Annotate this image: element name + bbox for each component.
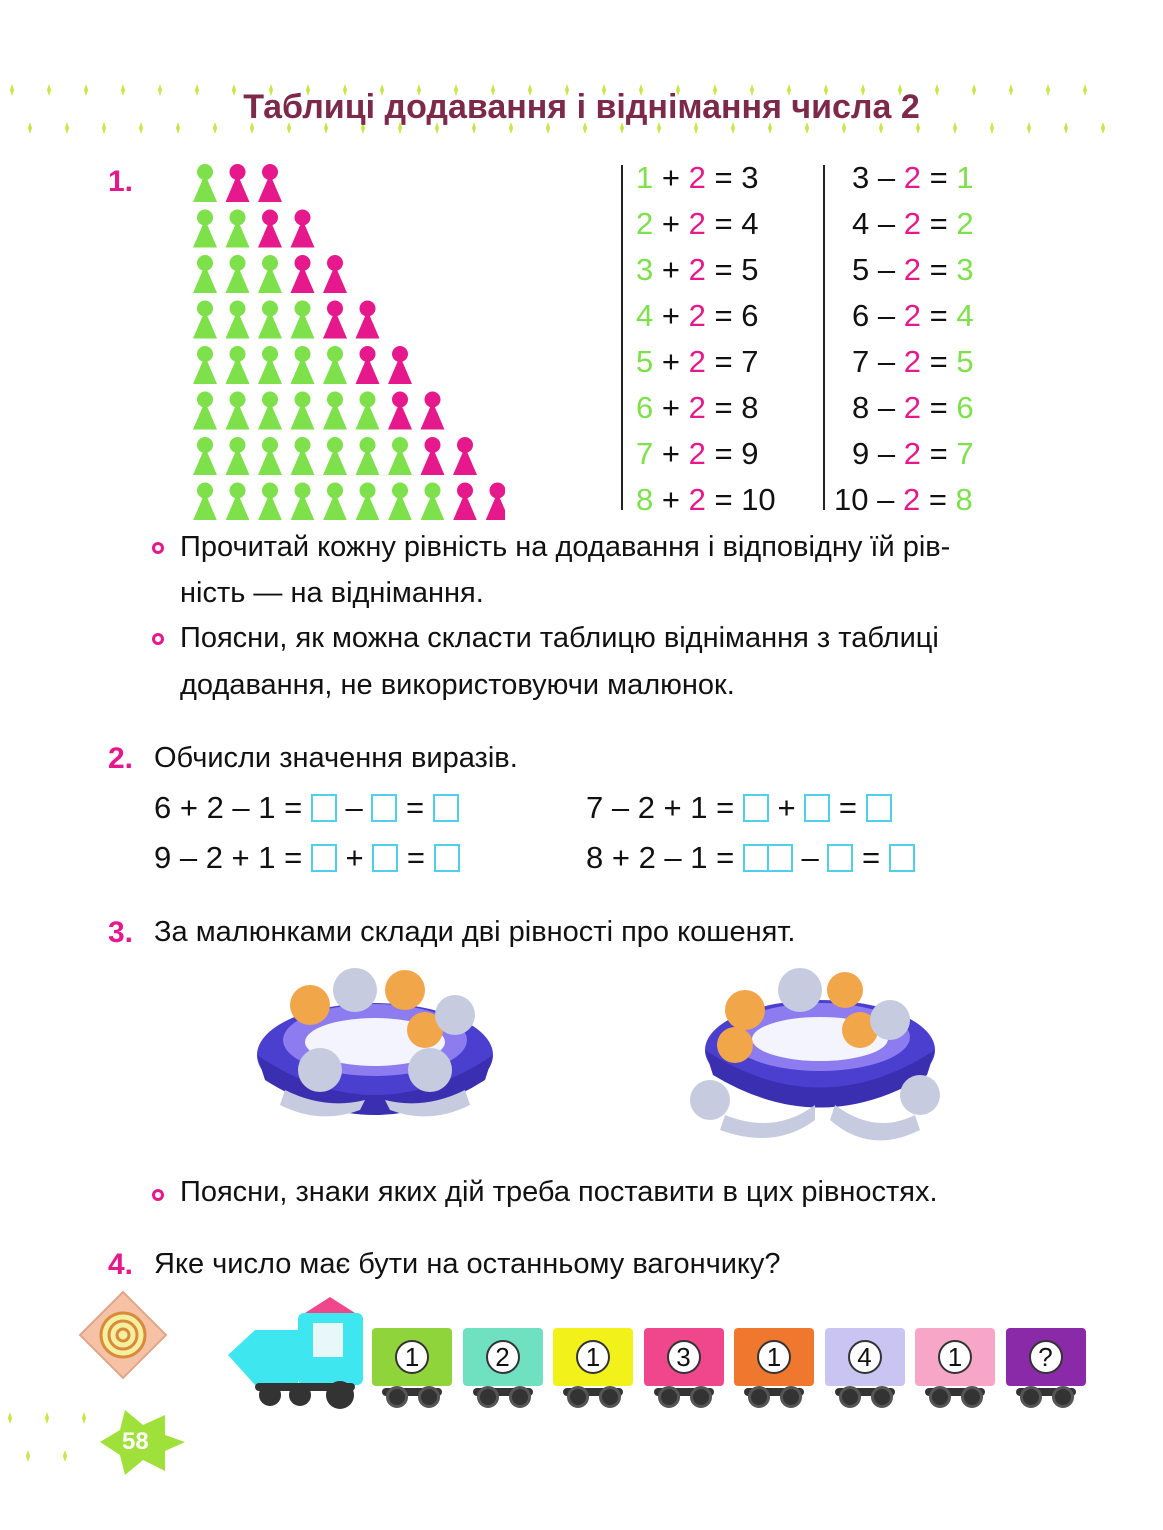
green-figure	[193, 301, 217, 339]
task3-bullet: Поясни, знаки яких дій треба поставити в цих рівностях.	[180, 1176, 938, 1208]
wheel-icon	[780, 1386, 802, 1408]
equation-part: –	[869, 298, 904, 333]
bullet-icon	[152, 542, 164, 554]
operator: =	[405, 790, 425, 825]
equation-part: =	[705, 390, 742, 425]
equation-part: 3	[956, 252, 974, 287]
equation-part: –	[869, 390, 904, 425]
green-figure	[226, 255, 250, 293]
pink-figure	[453, 437, 477, 475]
train-wagon	[463, 1328, 543, 1386]
green-figure	[291, 346, 315, 384]
equation-part: +	[653, 344, 689, 379]
answer-box[interactable]	[311, 794, 337, 822]
equation-part: 9	[741, 436, 759, 471]
equation-part: 7	[956, 436, 974, 471]
equation-part: 6	[741, 298, 759, 333]
green-figure	[323, 483, 347, 521]
equation-part: 3	[852, 160, 870, 195]
green-figure	[258, 483, 282, 521]
equation-part: 5	[956, 344, 974, 379]
wheel-icon	[509, 1386, 531, 1408]
equation-part: =	[920, 436, 957, 471]
bullet-icon	[152, 1189, 164, 1201]
pink-figure	[258, 210, 282, 248]
equation-part: 4	[741, 206, 759, 241]
train-wagon	[372, 1328, 452, 1386]
equation-part: 2	[688, 160, 706, 195]
equation-part: =	[705, 436, 742, 471]
task1-bullet2-line1: Поясни, як можна скласти таблицю віднімання з таблиці	[180, 622, 939, 654]
expression-1	[154, 790, 459, 826]
equation-part: =	[705, 160, 742, 195]
equation-part: 9	[852, 436, 870, 471]
pink-figure	[421, 392, 445, 430]
equation-part: 10	[834, 482, 869, 517]
equation-part: =	[705, 252, 742, 287]
wheel-icon	[567, 1386, 589, 1408]
operator: –	[345, 790, 363, 825]
equation-part: 2	[903, 298, 921, 333]
expression-text: 6 + 2 – 1 =	[154, 790, 303, 825]
equation-part: =	[920, 206, 957, 241]
pink-figure	[323, 255, 347, 293]
green-figure	[226, 483, 250, 521]
equation-part: =	[920, 482, 956, 517]
equation-part: –	[869, 160, 904, 195]
green-figure	[356, 437, 380, 475]
equation-part: –	[869, 436, 904, 471]
addition-equation	[636, 160, 758, 196]
sparkle-dot	[82, 1412, 86, 1424]
green-figure	[258, 255, 282, 293]
wheel-icon	[477, 1386, 499, 1408]
equation-part: 2	[688, 206, 706, 241]
equation-part: 5	[852, 252, 870, 287]
equation-part: 8	[636, 482, 654, 517]
green-figure	[421, 483, 445, 521]
wheel-icon	[418, 1386, 440, 1408]
equation-part: 2	[903, 390, 921, 425]
sparkle-dot	[45, 1412, 49, 1424]
page-title: Таблиці додавання і віднімання числа 2	[243, 88, 920, 126]
train-wagon	[825, 1328, 905, 1386]
decorative-dots-bottom	[0, 1410, 100, 1470]
expression-text: 9 – 2 + 1 =	[154, 840, 303, 875]
equation-part: +	[653, 252, 689, 287]
expression-4	[586, 840, 915, 876]
addition-equation	[636, 344, 758, 380]
figures-pyramid	[185, 160, 505, 520]
addition-equation	[636, 206, 758, 242]
equation-part: =	[920, 390, 957, 425]
subtraction-equation	[852, 206, 974, 242]
equation-part: =	[920, 344, 957, 379]
pink-figure	[291, 255, 315, 293]
equation-part: =	[705, 298, 742, 333]
subtraction-equation	[852, 344, 974, 380]
task1-bullet2-line2: додавання, не використовуючи малюнок.	[180, 669, 735, 701]
equation-part: 4	[852, 206, 870, 241]
equation-part: 2	[688, 390, 706, 425]
pink-figure	[388, 392, 412, 430]
equation-part: 7	[741, 344, 759, 379]
equation-part: +	[653, 298, 689, 333]
pink-figure	[258, 164, 282, 202]
answer-box[interactable]	[371, 794, 397, 822]
equation-part: =	[705, 482, 742, 517]
operator: –	[801, 840, 819, 875]
green-figure	[226, 437, 250, 475]
green-figure	[193, 346, 217, 384]
operator: =	[861, 840, 881, 875]
wagon-number: 1	[938, 1340, 972, 1374]
wheel-icon	[839, 1386, 861, 1408]
answer-box[interactable]	[866, 794, 892, 822]
green-figure	[291, 437, 315, 475]
kittens-basket-picture-1	[225, 960, 525, 1150]
train-wagon	[644, 1328, 724, 1386]
wagon-number: 2	[486, 1340, 520, 1374]
wheel-icon	[929, 1386, 951, 1408]
answer-box[interactable]	[311, 844, 337, 872]
equation-part: 2	[902, 482, 921, 517]
equation-part: =	[920, 252, 957, 287]
task1-bullet1-line2: ність — на віднімання.	[180, 577, 484, 609]
bullet-icon	[152, 633, 164, 645]
equation-part: 1	[956, 160, 974, 195]
sparkle-dot	[63, 1450, 67, 1462]
equation-part: 7	[636, 436, 654, 471]
green-figure	[258, 392, 282, 430]
equation-part: 10	[741, 482, 776, 517]
green-figure	[193, 210, 217, 248]
wheel-icon	[386, 1386, 408, 1408]
wagon-number: ?	[1029, 1340, 1063, 1374]
subtraction-equation	[852, 160, 974, 196]
green-figure	[388, 483, 412, 521]
equation-part: =	[705, 344, 742, 379]
wheel-icon	[871, 1386, 893, 1408]
answer-box[interactable]	[767, 844, 793, 872]
equation-part: 6	[636, 390, 654, 425]
addition-equation	[636, 298, 758, 334]
addition-equation	[636, 252, 758, 288]
green-figure	[356, 392, 380, 430]
green-figure	[323, 437, 347, 475]
expression-2	[586, 790, 892, 826]
subtraction-equation	[852, 298, 974, 334]
equation-part: +	[653, 160, 689, 195]
green-figure	[193, 483, 217, 521]
wheel-icon	[1020, 1386, 1042, 1408]
answer-box[interactable]	[743, 844, 769, 872]
operator: +	[345, 840, 364, 875]
equation-part: 2	[688, 298, 706, 333]
wagon-number: 1	[395, 1340, 429, 1374]
equation-part: 8	[852, 390, 870, 425]
answer-box[interactable]	[434, 844, 460, 872]
equation-part: 3	[741, 160, 759, 195]
sparkle-dot	[8, 1412, 12, 1424]
green-figure	[291, 483, 315, 521]
expression-text: 7 – 2 + 1 =	[586, 790, 735, 825]
equation-part: –	[868, 482, 903, 517]
equation-part: 2	[688, 252, 706, 287]
equation-part: 2	[688, 482, 706, 517]
green-figure	[193, 255, 217, 293]
task1-bullet1-line1: Прочитай кожну рівність на додавання і відповідну їй рів-	[180, 531, 951, 563]
equation-part: 2	[688, 344, 706, 379]
equation-part: 2	[903, 436, 921, 471]
pink-figure	[486, 483, 506, 521]
equation-part: –	[869, 206, 904, 241]
equation-part: 3	[636, 252, 654, 287]
wheel-icon	[1052, 1386, 1074, 1408]
equation-part: 5	[636, 344, 654, 379]
equation-part: 2	[903, 344, 921, 379]
green-figure	[323, 392, 347, 430]
train-wagon	[553, 1328, 633, 1386]
pink-figure	[388, 346, 412, 384]
equation-part: –	[869, 252, 904, 287]
green-figure	[226, 346, 250, 384]
answer-box[interactable]	[804, 794, 830, 822]
wheel-icon	[748, 1386, 770, 1408]
operator: =	[838, 790, 857, 825]
task1-number: 1.	[108, 165, 134, 198]
table-divider-left	[621, 165, 623, 510]
equation-part: =	[920, 298, 957, 333]
equation-part: 8	[741, 390, 759, 425]
wagon-number: 4	[848, 1340, 882, 1374]
task2-number: 2.	[108, 742, 134, 775]
task4-number: 4.	[108, 1248, 134, 1281]
pink-figure	[421, 437, 445, 475]
wagon-number: 1	[757, 1340, 791, 1374]
addition-equation	[636, 436, 758, 472]
equation-part: 2	[903, 252, 921, 287]
green-figure	[356, 483, 380, 521]
green-figure	[258, 301, 282, 339]
sparkle-dot	[26, 1450, 30, 1462]
answer-box[interactable]	[743, 794, 769, 822]
green-figure	[226, 392, 250, 430]
answer-box[interactable]	[827, 844, 853, 872]
train-wagon	[734, 1328, 814, 1386]
table-divider-right	[823, 165, 825, 510]
equation-part: 2	[636, 206, 654, 241]
green-figure	[193, 164, 217, 202]
page-number: 58	[122, 1428, 149, 1455]
equation-part: +	[653, 482, 689, 517]
wheel-icon	[658, 1386, 680, 1408]
equation-part: =	[920, 160, 957, 195]
equation-part: 7	[852, 344, 870, 379]
wagon-number: 3	[667, 1340, 701, 1374]
equation-part: 4	[636, 298, 654, 333]
train-locomotive	[225, 1295, 370, 1415]
train-wagon	[1006, 1328, 1086, 1386]
subtraction-equation	[852, 390, 974, 426]
operator: =	[406, 840, 425, 875]
green-figure	[291, 392, 315, 430]
train-wagon	[915, 1328, 995, 1386]
wheel-icon	[961, 1386, 983, 1408]
green-figure	[388, 437, 412, 475]
green-figure	[193, 437, 217, 475]
equation-part: +	[653, 206, 689, 241]
green-figure	[258, 346, 282, 384]
equation-part: –	[869, 344, 904, 379]
pink-figure	[356, 346, 380, 384]
equation-part: 6	[852, 298, 870, 333]
logic-task-icon	[78, 1290, 168, 1380]
green-figure	[193, 392, 217, 430]
task3-number: 3.	[108, 916, 134, 949]
operator: +	[777, 790, 796, 825]
equation-part: 4	[956, 298, 974, 333]
equation-part: +	[653, 436, 689, 471]
pink-figure	[453, 483, 477, 521]
wheel-icon	[690, 1386, 712, 1408]
task2-text: Обчисли значення виразів.	[154, 742, 518, 774]
addition-equation	[636, 482, 776, 518]
answer-box[interactable]	[433, 794, 459, 822]
pink-figure	[226, 164, 250, 202]
expression-text: 8 + 2 – 1 =	[586, 840, 735, 875]
equation-part: 6	[956, 390, 974, 425]
pink-figure	[323, 301, 347, 339]
equation-part: 1	[636, 160, 654, 195]
equation-part: 5	[741, 252, 759, 287]
equation-part: 2	[956, 206, 974, 241]
green-figure	[258, 437, 282, 475]
equation-part: 8	[955, 482, 973, 517]
pink-figure	[356, 301, 380, 339]
green-figure	[226, 210, 250, 248]
task4-text: Яке число має бути на останньому вагончику?	[154, 1248, 781, 1280]
green-figure	[226, 301, 250, 339]
green-figure	[323, 346, 347, 384]
green-figure	[291, 301, 315, 339]
equation-part: +	[653, 390, 689, 425]
wheel-icon	[599, 1386, 621, 1408]
equation-part: 2	[688, 436, 706, 471]
answer-box[interactable]	[889, 844, 915, 872]
subtraction-equation	[834, 482, 973, 518]
addition-equation	[636, 390, 758, 426]
subtraction-equation	[852, 436, 974, 472]
task3-text: За малюнками склади дві рівності про кошенят.	[154, 916, 796, 948]
equation-part: 2	[903, 160, 921, 195]
equation-part: =	[705, 206, 742, 241]
pink-figure	[291, 210, 315, 248]
wagon-number: 1	[576, 1340, 610, 1374]
subtraction-equation	[852, 252, 974, 288]
equation-part: 2	[903, 206, 921, 241]
expression-3	[154, 840, 460, 876]
answer-box[interactable]	[372, 844, 398, 872]
kittens-basket-picture-2	[675, 965, 975, 1165]
